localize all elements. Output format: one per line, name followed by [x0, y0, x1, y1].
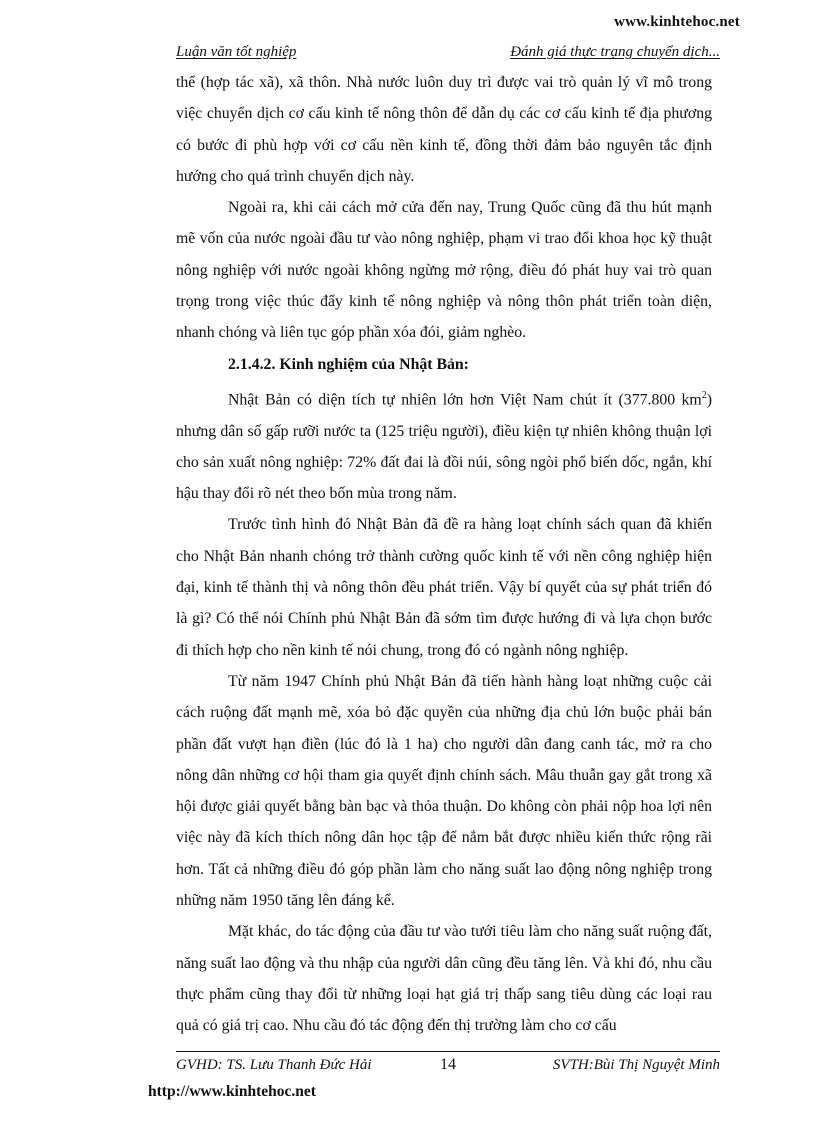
site-url-bottom[interactable]: http://www.kinhtehoc.net	[148, 1083, 316, 1100]
page-number: 14	[440, 1056, 456, 1073]
page-body	[176, 67, 712, 1041]
footer-advisor: GVHD: TS. Lưu Thanh Đức Hải	[176, 1057, 372, 1073]
area-text: Nhật Bản có diện tích tự nhiên lớn hơn Việt Nam chút ít (377.800 km	[228, 391, 702, 409]
footer-rule	[176, 1051, 720, 1052]
footer-student: SVTH:Bùi Thị Nguyệt Minh	[552, 1057, 720, 1073]
paragraph-japan-policies: Trước tình hình đó Nhật Bản đã đề ra hàng loạt chính sách quan đã khiến cho Nhật Bản nhanh chóng trở thành cường quốc kinh tế với nền công nghiệp hiện đại, kinh tế thành thị và nông thôn đều phát triển. Vậy bí quyết của sự phát triển đó là gì? Có thể nói Chính phủ Nhật Bản đã sớm tìm được hướng đi và lựa chọn bước đi thích hợp cho nền kinh tế nói chung, trong đó có ngành nông nghiệp.	[176, 516, 712, 659]
running-footer	[176, 1056, 720, 1074]
running-header	[176, 44, 720, 61]
paragraph-japan-geography	[176, 380, 712, 509]
section-heading-japan: 2.1.4.2. Kinh nghiệm của Nhật Bản:	[228, 355, 469, 373]
paragraph-continued: thể (hợp tác xã), xã thôn. Nhà nước luôn duy trì được vai trò quản lý vĩ mô trong việc chuyển dịch cơ cấu kinh tế nông thôn để dẫn dụ các cơ cấu kinh tế địa phương có bước đi phù hợp với cơ cấu nền kinh tế, đồng thời đảm bảo nguyên tắc định hướng cho quá trình chuyển dịch này.	[176, 74, 712, 185]
superscript-2: 2	[701, 389, 707, 401]
paragraph-irrigation: Mặt khác, do tác động của đầu tư vào tưới tiêu làm cho năng suất ruộng đất, năng suất lao động và thu nhập của người dân cũng đều tăng lên. Và khi đó, nhu cầu thực phẩm cũng thay đổi từ những loại hạt giá trị thấp sang tiêu dùng các loại rau quả có giá trị cao. Nhu cầu đó tác động đến thị trường làm cho cơ cấu	[176, 923, 712, 1035]
header-thesis-label: Luận văn tốt nghiệp	[176, 44, 297, 60]
paragraph-china-foreign-investment: Ngoài ra, khi cải cách mở cửa đến nay, Trung Quốc cũng đã thu hút mạnh mẽ vốn của nước ngoài đầu tư vào nông nghiệp, phạm vi trao đổi khoa học kỹ thuật nông nghiệp với nước ngoài không ngừng mở rộng, điều đó phát huy vai trò quan trọng trong việc thúc đẩy kinh tế nông nghiệp và nông thôn phát triển toàn diện, nhanh chóng và liên tục góp phần xóa đói, giảm nghèo.	[176, 199, 712, 342]
header-chapter-title: Đánh giá thực trạng chuyển dịch...	[510, 44, 720, 60]
population-text: ) nhưng dân số gấp rưỡi nước ta (125 triệu người), điều kiện tự nhiên không thuận lợi cho sản xuất nông nghiệp: 72% đất đai là đồi núi, sông ngòi phổ biến dốc, ngắn, khí hậu thay đổi rõ nét theo bốn mùa trong năm.	[176, 391, 712, 503]
paragraph-land-reform: Từ năm 1947 Chính phủ Nhật Bản đã tiến hành hàng loạt những cuộc cải cách ruộng đất mạnh mẽ, xóa bỏ đặc quyền của những địa chủ lớn buộc phải bán phần đất vượt hạn điền (lúc đó là 1 ha) cho người dân đang canh tác, mở ra cho nông dân những cơ hội tham gia quyết định chính sách. Mâu thuẫn gay gắt trong xã hội được giải quyết bằng bàn bạc và thỏa thuận. Do không còn phải nộp hoa lợi nên việc này đã kích thích nông dân học tập để nắm bắt được nhiều kiến thức rộng rãi hơn. Tất cả những điều đó góp phần làm cho năng suất lao động nông nghiệp trong những năm 1950 tăng lên đáng kể.	[176, 672, 712, 909]
site-url-top[interactable]: www.kinhtehoc.net	[614, 14, 740, 30]
